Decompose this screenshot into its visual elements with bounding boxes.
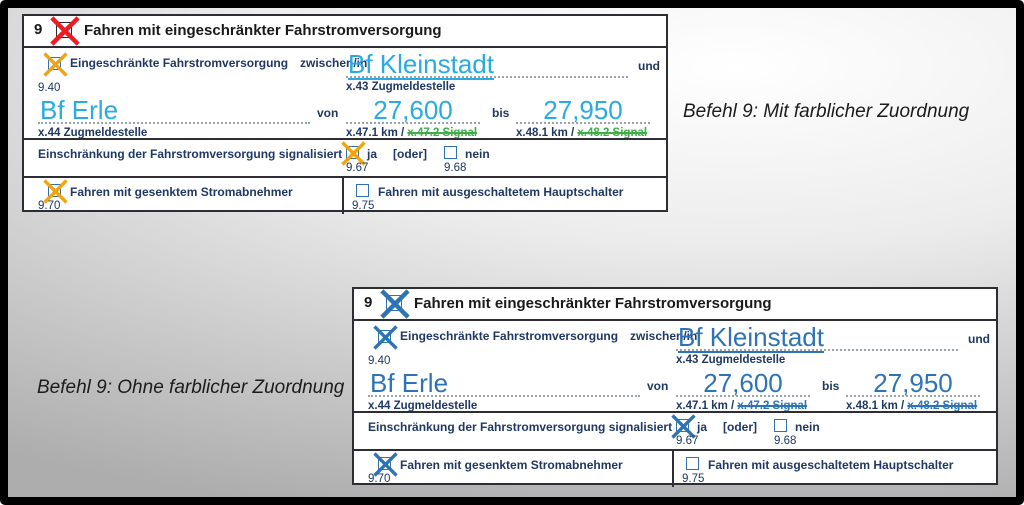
ja-label: ja xyxy=(697,420,708,434)
km-to-field[interactable] xyxy=(846,367,980,397)
to-station-field[interactable] xyxy=(346,48,628,78)
signal-row xyxy=(24,138,666,176)
form-number: 9 xyxy=(34,21,43,38)
signal-label: Einschränkung der Fahrstromversorgung signalisiert xyxy=(368,420,673,434)
x-mark-icon xyxy=(385,294,405,314)
von-label: von xyxy=(317,106,339,120)
pantograph-checkbox[interactable] xyxy=(378,457,391,470)
supply-code: 9.40 xyxy=(38,82,61,94)
km-to-entry[interactable]: 27,950 xyxy=(873,368,953,398)
pantograph-code: 9.70 xyxy=(38,200,61,212)
to-station-caption: x.43 Zugmeldestelle xyxy=(676,354,786,366)
befehl-form-plain xyxy=(352,287,998,485)
ja-label: ja xyxy=(367,147,378,161)
cell-divider xyxy=(672,451,674,487)
ja-checkbox[interactable] xyxy=(346,146,359,159)
and-label: und xyxy=(968,332,990,346)
pantograph-checkbox[interactable] xyxy=(48,184,61,197)
km-from-field[interactable] xyxy=(346,94,480,124)
ja-checkbox[interactable] xyxy=(676,419,689,432)
nein-code: 9.68 xyxy=(774,435,797,447)
form-header-row xyxy=(24,16,666,46)
and-label: und xyxy=(638,59,660,73)
main-switch-checkbox[interactable] xyxy=(356,184,369,197)
pantograph-code: 9.70 xyxy=(368,473,391,485)
between-label: zwischen/in xyxy=(630,329,698,343)
main-switch-label: Fahren mit ausgeschaltetem Hauptschalter xyxy=(378,185,624,199)
main-switch-code: 9.75 xyxy=(352,200,375,212)
x-mark-icon xyxy=(55,21,75,41)
from-station-field[interactable] xyxy=(38,94,310,124)
x-mark-icon xyxy=(675,418,692,435)
supply-checkbox[interactable] xyxy=(378,330,391,343)
km-from-struck-text: x.47.2 Signal xyxy=(737,400,808,412)
between-label: zwischen/in xyxy=(300,56,368,70)
main-switch-code: 9.75 xyxy=(682,473,705,485)
supply-label: Eingeschränkte Fahrstromversorgung xyxy=(70,56,289,70)
x-mark-icon xyxy=(47,183,64,200)
supply-checkbox[interactable] xyxy=(48,57,61,70)
caption-plain: Befehl 9: Ohne farblicher Zuordnung xyxy=(37,377,345,398)
nein-checkbox[interactable] xyxy=(444,146,457,159)
km-from-struck-text: x.47.2 Signal xyxy=(407,127,478,139)
km-to-struck-text: x.48.2 Signal xyxy=(577,127,648,139)
main-switch-checkbox[interactable] xyxy=(686,457,699,470)
supply-row xyxy=(24,46,666,138)
form-number: 9 xyxy=(364,294,373,311)
cell-divider xyxy=(342,178,344,214)
km-to-struck-text: x.48.2 Signal xyxy=(907,400,978,412)
x-mark-icon xyxy=(345,145,362,162)
supply-code: 9.40 xyxy=(368,355,391,367)
from-station-entry[interactable]: Bf Erle xyxy=(370,368,449,398)
from-station-caption: x.44 Zugmeldestelle xyxy=(368,400,478,412)
from-station-caption: x.44 Zugmeldestelle xyxy=(38,127,148,139)
signal-label: Einschränkung der Fahrstromversorgung signalisiert xyxy=(38,147,343,161)
km-to-field[interactable] xyxy=(516,94,650,124)
main-switch-label: Fahren mit ausgeschaltetem Hauptschalter xyxy=(708,458,954,472)
ja-code: 9.67 xyxy=(676,435,699,447)
km-from-caption-text: x.47.1 km / xyxy=(346,127,405,139)
oder-label: [oder] xyxy=(723,420,757,434)
from-station-entry[interactable]: Bf Erle xyxy=(40,95,119,125)
bottom-row xyxy=(354,449,996,487)
to-station-caption: x.43 Zugmeldestelle xyxy=(346,81,456,93)
form-title: Fahren mit eingeschränkter Fahrstromversorgung xyxy=(414,295,772,312)
nein-checkbox[interactable] xyxy=(774,419,787,432)
ja-code: 9.67 xyxy=(346,162,369,174)
von-label: von xyxy=(647,379,669,393)
km-from-entry[interactable]: 27,600 xyxy=(373,95,453,125)
x-mark-icon xyxy=(47,56,64,73)
to-station-entry[interactable]: Bf Kleinstadt xyxy=(678,322,824,352)
header-checkbox[interactable] xyxy=(386,295,402,311)
signal-row xyxy=(354,411,996,449)
km-from-field[interactable] xyxy=(676,367,810,397)
nein-label: nein xyxy=(465,147,490,161)
pantograph-label: Fahren mit gesenktem Stromabnehmer xyxy=(70,185,293,199)
supply-label: Eingeschränkte Fahrstromversorgung xyxy=(400,329,619,343)
supply-row xyxy=(354,319,996,411)
header-checkbox[interactable] xyxy=(56,22,72,38)
befehl-form-colored xyxy=(22,14,668,212)
bottom-row xyxy=(24,176,666,214)
to-station-entry[interactable]: Bf Kleinstadt xyxy=(348,49,494,79)
form-title: Fahren mit eingeschränkter Fahrstromversorgung xyxy=(84,22,442,39)
km-to-caption-text: x.48.1 km / xyxy=(846,400,905,412)
km-to-caption-text: x.48.1 km / xyxy=(516,127,575,139)
form-header-row xyxy=(354,289,996,319)
km-from-entry[interactable]: 27,600 xyxy=(703,368,783,398)
nein-code: 9.68 xyxy=(444,162,467,174)
caption-colored: Befehl 9: Mit farblicher Zuordnung xyxy=(683,101,970,122)
bis-label: bis xyxy=(822,379,840,393)
pantograph-label: Fahren mit gesenktem Stromabnehmer xyxy=(400,458,623,472)
to-station-field[interactable] xyxy=(676,321,958,351)
from-station-field[interactable] xyxy=(368,367,640,397)
km-from-caption-text: x.47.1 km / xyxy=(676,400,735,412)
x-mark-icon xyxy=(377,456,394,473)
km-to-entry[interactable]: 27,950 xyxy=(543,95,623,125)
nein-label: nein xyxy=(795,420,820,434)
bis-label: bis xyxy=(492,106,510,120)
oder-label: [oder] xyxy=(393,147,427,161)
x-mark-icon xyxy=(377,329,394,346)
